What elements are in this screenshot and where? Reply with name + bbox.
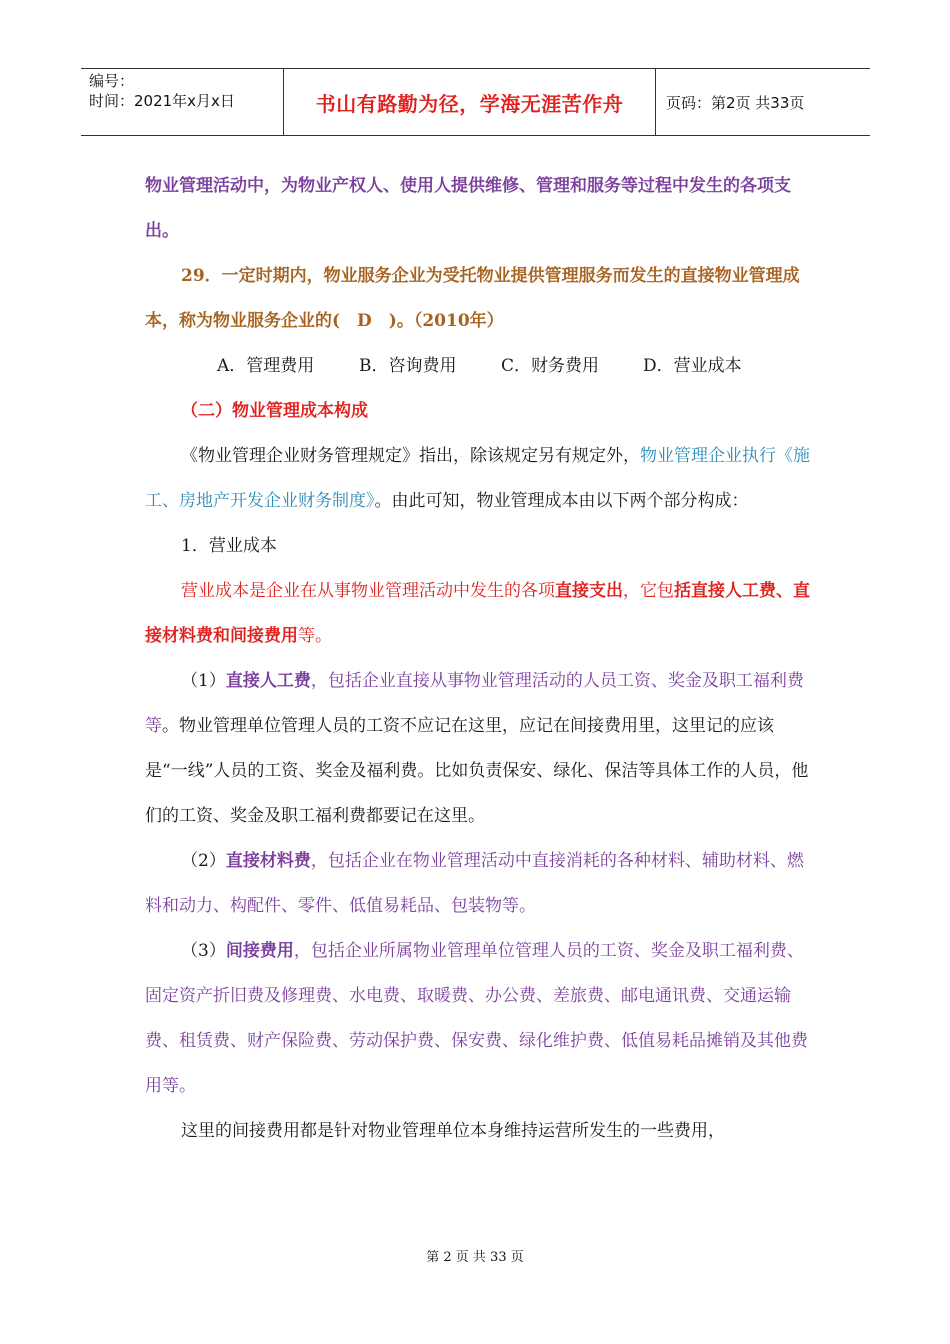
def-text-e: 等。 — [298, 626, 332, 646]
header-number: 编号： — [89, 72, 135, 90]
def-text-a: 营业成本是企业在从事物业管理活动中发生的各项 — [181, 581, 555, 601]
s1-rest: 。物业管理单位管理人员的工资不应记在这里，应记在间接费用里，这里记的应该是“一线”人员的工资、奖金及福利费。比如负责保安、绿化、保洁等具体工作的人员，他们的工资、奖金及职工福利费都要记在这里。 — [145, 716, 809, 826]
rule-text-c: 。由此可知，物业管理成本由以下两个部分构成： — [374, 491, 749, 511]
s2-num: （2） — [181, 851, 226, 871]
item-1-heading: 1．营业成本 — [181, 536, 277, 556]
paragraph-rule — [145, 434, 810, 524]
question-29-options — [145, 344, 810, 389]
paragraph-last: 这里的间接费用都是针对物业管理单位本身维持运营所发生的一些费用， — [181, 1121, 725, 1141]
header-time: 时间：2021年x月x日 — [89, 92, 235, 110]
s1-num: （1） — [181, 671, 226, 691]
option-c: C．财务费用 — [501, 356, 600, 376]
paragraph-direct-material — [145, 839, 810, 929]
section-heading-2: （二）物业管理成本构成 — [181, 401, 368, 421]
paragraph-continuation: 物业管理活动中，为物业产权人、使用人提供维修、管理和服务等过程中发生的各项支出。 — [145, 176, 791, 241]
header-motto: 书山有路勤为径，学海无涯苦作舟 — [284, 69, 656, 135]
option-a: A．管理费用 — [217, 356, 315, 376]
rule-text-b: 物业管理企业执行《施工、房地产开发企业财务制度》 — [145, 446, 810, 511]
question-29: 29．一定时期内，物业服务企业为受托物业提供管理服务而发生的直接物业管理成本，称为物业服务企业的( D )。（2010年） — [145, 266, 800, 331]
header-page-info: 页码：第2页 共33页 — [666, 93, 805, 112]
s2-desc: ，包括企业在物业管理活动中直接消耗的各种材料、辅助材料、燃料和动力、构配件、零件、低值易耗品、包装物等。 — [145, 851, 804, 916]
def-text-c: ，它包 — [623, 581, 674, 601]
s2-term: 直接材料费 — [225, 851, 311, 871]
page-header — [81, 68, 870, 136]
s3-num: （3） — [181, 941, 226, 961]
rule-text-a: 《物业管理企业财务管理规定》指出，除该规定另有规定外， — [181, 446, 640, 466]
s3-term: 间接费用 — [225, 941, 294, 961]
document-body — [145, 164, 810, 1154]
option-d: D．营业成本 — [643, 356, 742, 376]
option-b: B．咨询费用 — [359, 356, 457, 376]
header-meta — [81, 69, 284, 135]
page-footer: 第 2 页 共 33 页 — [426, 1250, 524, 1265]
s1-term: 直接人工费 — [225, 671, 311, 691]
s1-desc: ，包括企业直接从事物业管理活动的人员工资、奖金及职工福利费等 — [145, 671, 804, 736]
paragraph-direct-labor — [145, 659, 810, 839]
paragraph-definition — [145, 569, 810, 659]
paragraph-indirect-cost — [145, 929, 810, 1109]
def-text-d: 括直接人工费、直接材料费和间接费用 — [145, 581, 810, 646]
s3-desc: ，包括企业所属物业管理单位管理人员的工资、奖金及职工福利费、固定资产折旧费及修理费、水电费、取暖费、办公费、差旅费、邮电通讯费、交通运输费、租赁费、财产保险费、劳动保护费、保安费、绿化维护费、低值易耗品摊销及其他费用等。 — [145, 941, 808, 1096]
def-text-b: 直接支出 — [555, 581, 623, 601]
